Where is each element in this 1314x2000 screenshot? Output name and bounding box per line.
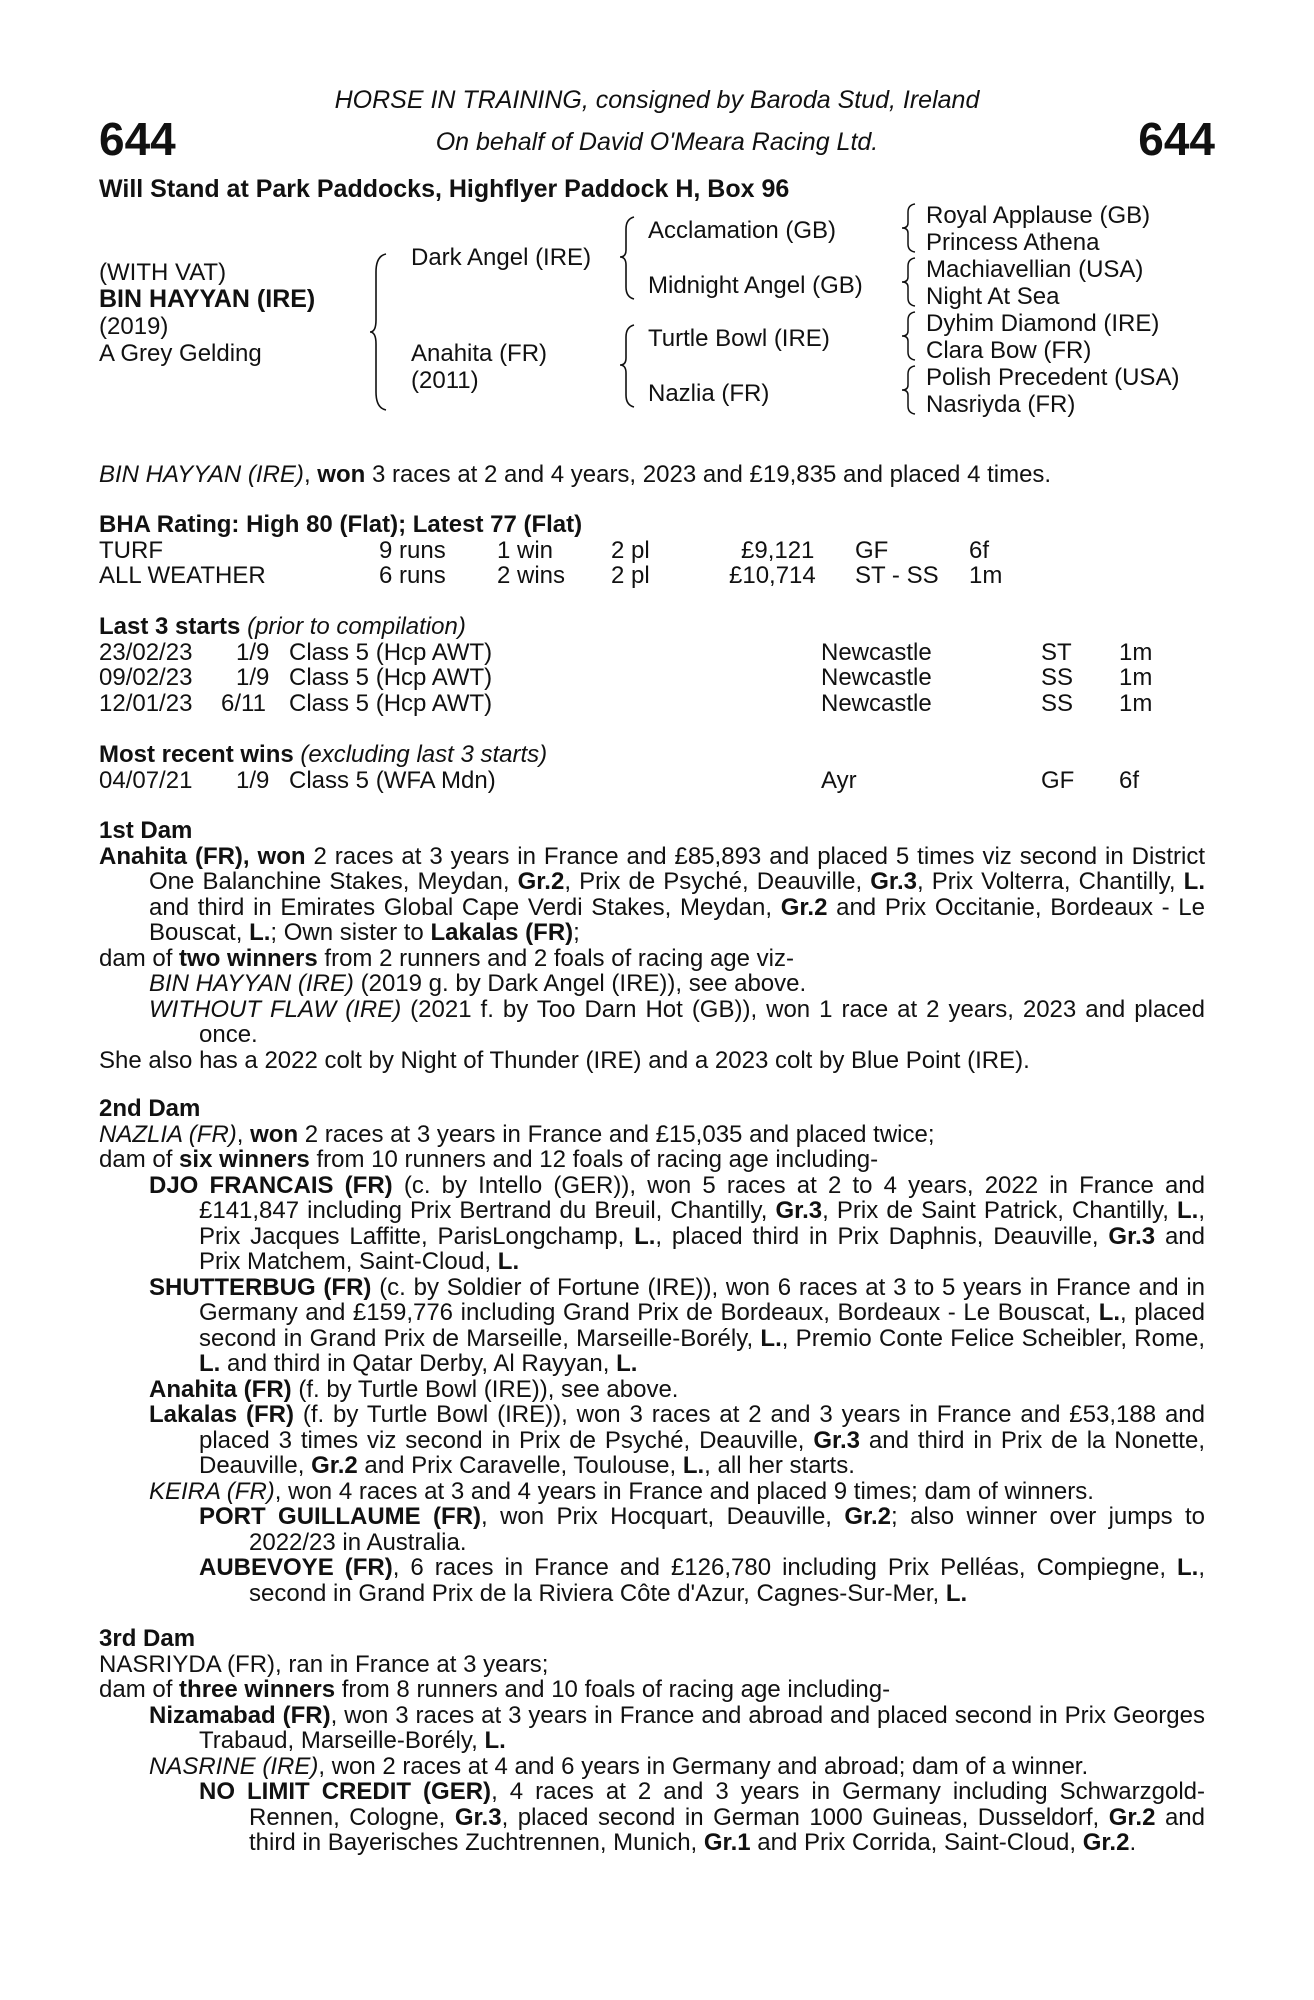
text-run: Gr.3 — [454, 1803, 502, 1831]
text-run: L. — [616, 1350, 638, 1377]
text-run: Gr.2 — [1108, 1803, 1156, 1831]
text-run: 2 races at 3 years in France and £85,893 and placed 5 times viz second in District One Balanchine Stakes, Meydan, — [149, 842, 1205, 895]
text-run: (2021 f. by Too Darn Hot (GB)), won 1 race at 2 years, 2023 and placed once. — [199, 995, 1205, 1048]
first-dam-record — [99, 844, 1205, 946]
text-run: from 10 runners and 12 foals of racing age including- — [309, 1146, 879, 1173]
rating-heading: BHA Rating: High 80 (Flat); Latest 77 (Flat) — [99, 511, 583, 538]
horse-name: BIN HAYYAN (IRE) — [99, 285, 316, 313]
grandsire-4: Polish Precedent (USA) — [926, 364, 1180, 391]
start-row — [99, 691, 1205, 717]
text-run: and Prix Occitanie, Bordeaux - Le Bouscat, — [149, 893, 1205, 946]
text-run: and third in Qatar Derby, Al Rayyan, — [220, 1350, 617, 1377]
text-run: NAZLIA (FR) — [99, 1120, 237, 1148]
text-run: Gr.3 — [775, 1197, 823, 1224]
text-run: NO LIMIT CREDIT (GER) — [199, 1778, 492, 1805]
horse-description: A Grey Gelding — [99, 340, 262, 367]
start-race: Class 5 (Hcp AWT) — [289, 689, 493, 717]
rating-runs: 9 runs — [379, 536, 446, 564]
text-run: Anahita (FR) — [149, 1375, 292, 1403]
summary-horse-name: BIN HAYYAN (IRE) — [99, 461, 304, 488]
first-dam-also: She also has a 2022 colt by Night of Thunder (IRE) and a 2023 colt by Blue Point (IRE). — [99, 1046, 1030, 1074]
g-brace-4-icon — [900, 364, 920, 416]
start-position: 1/9 — [236, 664, 270, 691]
rating-distance: 1m — [969, 562, 1003, 589]
grand-progeny-item — [199, 1555, 1205, 1606]
first-dam-heading: 1st Dam — [99, 817, 193, 844]
text-run: (f. by Turtle Bowl (IRE)), see above. — [291, 1375, 679, 1403]
text-run: three winners — [179, 1676, 336, 1703]
text-run: Gr.1 — [703, 1829, 751, 1856]
rating-distance: 6f — [969, 536, 990, 564]
sire-dam: Midnight Angel (GB) — [648, 272, 863, 299]
sire-sire: Acclamation (GB) — [648, 217, 837, 244]
text-run: , Prix de Psyché, Deauville, — [564, 868, 871, 895]
win-going: GF — [1041, 766, 1075, 794]
win-position: 1/9 — [236, 766, 270, 794]
sire-brace-icon — [618, 215, 640, 301]
text-run: Gr.3 — [870, 868, 917, 895]
lot-number-right: 644 — [1138, 113, 1215, 165]
dam: Anahita (FR) — [411, 340, 548, 367]
text-run: BIN HAYYAN (IRE) — [149, 970, 354, 997]
dam-brace-icon — [618, 323, 640, 409]
text-run: dam of — [99, 1146, 180, 1173]
consignor-line: HORSE IN TRAINING, consigned by Baroda Stud, Ireland — [334, 86, 980, 114]
start-course: Newcastle — [821, 689, 932, 717]
start-course: Newcastle — [821, 638, 932, 666]
dam-dam: Nazlia (FR) — [648, 380, 770, 407]
text-run: L. — [1183, 868, 1205, 895]
text-run: , placed second in German 1000 Guineas, Dusseldorf, — [501, 1803, 1109, 1831]
third-dam-produce-summary — [99, 1677, 1205, 1703]
text-run: Gr.2 — [844, 1503, 892, 1530]
recent-wins-section — [99, 742, 1205, 793]
text-run: L. — [682, 1452, 705, 1479]
progeny-item — [149, 1703, 1205, 1754]
start-date: 12/01/23 — [99, 689, 193, 717]
horse-year: (2019) — [99, 313, 169, 340]
pedigree-brace-icon — [368, 252, 392, 412]
text-run: L. — [497, 1248, 520, 1275]
win-race: Class 5 (WFA Mdn) — [289, 766, 496, 794]
text-run: Gr.2 — [311, 1452, 358, 1479]
text-run: ; — [573, 919, 580, 946]
start-distance: 1m — [1119, 638, 1153, 666]
granddam-4: Nasriyda (FR) — [926, 391, 1076, 418]
rating-money: £10,714 — [729, 562, 816, 589]
text-run: (2019 g. by Dark Angel (IRE)), see above. — [353, 970, 807, 997]
behalf-line: On behalf of David O'Meara Racing Ltd. — [435, 128, 879, 156]
text-run: Gr.3 — [1108, 1222, 1156, 1250]
grandsire-1: Royal Applause (GB) — [926, 202, 1151, 229]
text-run: L. — [945, 1579, 968, 1607]
dam-year: (2011) — [411, 367, 479, 394]
rating-placed: 2 pl — [611, 536, 650, 564]
text-run: and Prix Matchem, Saint-Cloud, — [199, 1222, 1205, 1275]
start-position: 1/9 — [236, 638, 270, 666]
text-run: NASRINE (IRE) — [149, 1752, 319, 1780]
start-row — [99, 665, 1205, 691]
rating-section — [99, 512, 1205, 589]
g-brace-3-icon — [900, 310, 920, 362]
text-run: , placed second in Grand Prix de Marseille, Marseille-Borély, — [199, 1299, 1206, 1352]
text-run: SHUTTERBUG (FR) — [149, 1273, 372, 1301]
text-run: and Prix Corrida, Saint-Cloud, — [750, 1829, 1083, 1856]
text-run: AUBEVOYE (FR) — [199, 1554, 393, 1581]
third-dam-record: NASRIYDA (FR), ran in France at 3 years; — [99, 1650, 549, 1678]
second-dam-record — [99, 1122, 1205, 1148]
race-summary: BIN HAYYAN (IRE), won 3 races at 2 and 4 years, 2023 and £19,835 and placed 4 times. — [99, 461, 1052, 488]
third-dam-section — [99, 1626, 1205, 1856]
text-run: dam of — [99, 1676, 180, 1703]
text-run: L. — [199, 1350, 221, 1377]
text-run: two winners — [179, 944, 318, 972]
third-dam-heading: 3rd Dam — [99, 1625, 196, 1652]
text-run: Gr.2 — [517, 868, 565, 895]
grand-progeny-item — [199, 1504, 1205, 1555]
start-distance: 1m — [1119, 664, 1153, 691]
start-going: SS — [1041, 664, 1074, 691]
g-brace-2-icon — [900, 256, 920, 308]
start-position: 6/11 — [221, 689, 266, 717]
text-run: , 6 races in France and £126,780 including Prix Pelléas, Compiegne, — [392, 1554, 1177, 1581]
text-run: , Prix Jacques Laffitte, ParisLongchamp, — [199, 1197, 1205, 1250]
text-run: L. — [1177, 1197, 1199, 1224]
text-run: from 8 runners and 10 foals of racing age including- — [335, 1676, 891, 1703]
dam-sire: Turtle Bowl (IRE) — [648, 325, 830, 352]
text-run: Gr.2 — [1082, 1829, 1130, 1856]
second-dam-produce-summary — [99, 1147, 1205, 1173]
grand-progeny-item — [199, 1779, 1205, 1856]
text-run: (f. by Turtle Bowl (IRE)), won 3 races at 2 and 3 years in France and £53,188 and placed 3 times viz second in Prix de Psyché, Deauville, — [199, 1401, 1205, 1454]
second-dam-section — [99, 1096, 1205, 1606]
text-run: L. — [249, 919, 271, 946]
granddam-1: Princess Athena — [926, 229, 1100, 256]
text-run: DJO FRANCAIS (FR) — [149, 1171, 393, 1199]
rating-wins: 1 win — [497, 536, 554, 564]
granddam-3: Clara Bow (FR) — [926, 337, 1092, 364]
text-run: , Prix Volterra, Chantilly, — [916, 868, 1184, 895]
text-run: , second in Grand Prix de la Riviera Côte d'Azur, Cagnes-Sur-Mer, — [249, 1554, 1205, 1607]
last-starts-section — [99, 614, 1205, 716]
last-starts-heading: Last 3 starts — [99, 613, 241, 640]
sire: Dark Angel (IRE) — [411, 244, 592, 271]
stand-location: Will Stand at Park Paddocks, Highflyer Paddock H, Box 96 — [99, 175, 790, 203]
text-run: , placed third in Prix Daphnis, Deauville, — [655, 1222, 1109, 1250]
text-run: L. — [634, 1222, 656, 1250]
rating-row — [99, 538, 1205, 564]
vat-note: (WITH VAT) — [99, 259, 227, 286]
text-run: dam of — [99, 944, 180, 972]
text-run: Nizamabad (FR) — [149, 1701, 331, 1729]
progeny-item — [149, 1479, 1205, 1505]
text-run: from 2 runners and 2 foals of racing age viz- — [317, 944, 794, 972]
progeny-item — [149, 971, 1205, 997]
text-run: , won 4 races at 3 and 4 years in France and placed 9 times; dam of winners. — [274, 1477, 1094, 1505]
rating-runs: 6 runs — [379, 562, 446, 589]
text-run: , — [236, 1120, 251, 1148]
text-run: six winners — [179, 1146, 310, 1173]
text-run: , won Prix Hocquart, Deauville, — [481, 1503, 845, 1530]
text-run: , all her starts. — [704, 1452, 855, 1479]
last-starts-note: (prior to compilation) — [240, 613, 466, 640]
text-run: . — [1129, 1829, 1137, 1856]
rating-surface: ALL WEATHER — [99, 562, 266, 589]
start-race: Class 5 (Hcp AWT) — [289, 664, 493, 691]
text-run: L. — [760, 1324, 782, 1352]
rating-placed: 2 pl — [611, 562, 650, 589]
text-run: and third in Emirates Global Cape Verdi Stakes, Meydan, — [149, 893, 781, 921]
text-run: ; Own sister to — [270, 919, 431, 946]
start-going: SS — [1041, 689, 1074, 717]
text-run: (c. by Soldier of Fortune (IRE)), won 6 races at 3 to 5 years in France and in Germany and £159,776 including Grand Prix de Bordeaux, Bordeaux - Le Bouscat, — [199, 1273, 1205, 1326]
summary-won: won — [317, 461, 366, 488]
text-run: Lakalas (FR) — [430, 919, 574, 946]
rating-wins: 2 wins — [497, 562, 566, 589]
start-date: 09/02/23 — [99, 664, 193, 691]
start-race: Class 5 (Hcp AWT) — [289, 638, 493, 666]
first-dam-produce-summary — [99, 946, 1205, 972]
recent-wins-note: (excluding last 3 starts) — [293, 741, 548, 768]
rating-going: GF — [855, 536, 889, 564]
second-dam-heading: 2nd Dam — [99, 1095, 201, 1122]
first-dam-section — [99, 818, 1205, 1073]
recent-wins-heading: Most recent wins — [99, 741, 294, 768]
start-row — [99, 640, 1205, 666]
text-run: , Prix de Saint Patrick, Chantilly, — [822, 1197, 1177, 1224]
text-run: (c. by Intello (GER)), won 5 races at 2 to 4 years, 2022 in France and £141,847 including Prix Bertrand du Breuil, Chantilly, — [199, 1171, 1205, 1224]
text-run: , won 2 races at 4 and 6 years in Germany and abroad; dam of a winner. — [318, 1752, 1089, 1780]
progeny-item — [149, 1377, 1205, 1403]
granddam-2: Night At Sea — [926, 283, 1060, 310]
text-run: and third in Bayerisches Zuchtrennen, Munich, — [249, 1803, 1205, 1856]
text-run: WITHOUT FLAW (IRE) — [149, 995, 402, 1023]
win-distance: 6f — [1119, 766, 1140, 794]
start-date: 23/02/23 — [99, 638, 193, 666]
g-brace-1-icon — [900, 202, 920, 254]
text-run: 2 races at 3 years in France and £15,035 and placed twice; — [298, 1120, 935, 1148]
lot-number-left: 644 — [99, 113, 176, 165]
start-distance: 1m — [1119, 689, 1153, 717]
text-run: Gr.3 — [813, 1426, 861, 1454]
text-run: Anahita (FR), won — [99, 842, 306, 870]
text-run: PORT GUILLAUME (FR) — [199, 1503, 482, 1530]
text-run: Gr.2 — [780, 893, 828, 921]
text-run: , Premio Conte Felice Scheibler, Rome, — [781, 1324, 1205, 1352]
rating-row — [99, 563, 1205, 589]
progeny-item — [149, 1754, 1205, 1780]
start-going: ST — [1041, 638, 1072, 666]
start-course: Newcastle — [821, 664, 932, 691]
progeny-item — [149, 997, 1205, 1048]
rating-surface: TURF — [99, 536, 163, 564]
text-run: and Prix Caravelle, Toulouse, — [357, 1452, 683, 1479]
text-run: L. — [1098, 1299, 1121, 1326]
grandsire-3: Dyhim Diamond (IRE) — [926, 310, 1160, 337]
progeny-item — [149, 1173, 1205, 1275]
text-run: , won 3 races at 3 years in France and abroad and placed second in Prix Georges Trabaud, Marseille-Borély, — [199, 1701, 1205, 1754]
grandsire-2: Machiavellian (USA) — [926, 256, 1144, 283]
summary-rest: 3 races at 2 and 4 years, 2023 and £19,835 and placed 4 times. — [365, 461, 1052, 488]
progeny-item — [149, 1275, 1205, 1377]
win-row — [99, 768, 1205, 794]
text-run: , 4 races at 2 and 3 years in Germany including Schwarzgold-Rennen, Cologne, — [249, 1778, 1205, 1831]
text-run: L. — [1177, 1554, 1199, 1581]
text-run: L. — [484, 1727, 506, 1754]
text-run: KEIRA (FR) — [149, 1477, 275, 1505]
text-run: Lakalas (FR) — [149, 1401, 294, 1428]
rating-money: £9,121 — [741, 536, 815, 564]
progeny-item — [149, 1402, 1205, 1479]
rating-going: ST - SS — [855, 562, 939, 589]
text-run: won — [250, 1120, 299, 1148]
win-course: Ayr — [821, 766, 857, 794]
win-date: 04/07/21 — [99, 766, 193, 794]
text-run: ; also winner over jumps to 2022/23 in Australia. — [249, 1503, 1205, 1556]
text-run: and third in Prix de la Nonette, Deauville, — [199, 1426, 1205, 1479]
